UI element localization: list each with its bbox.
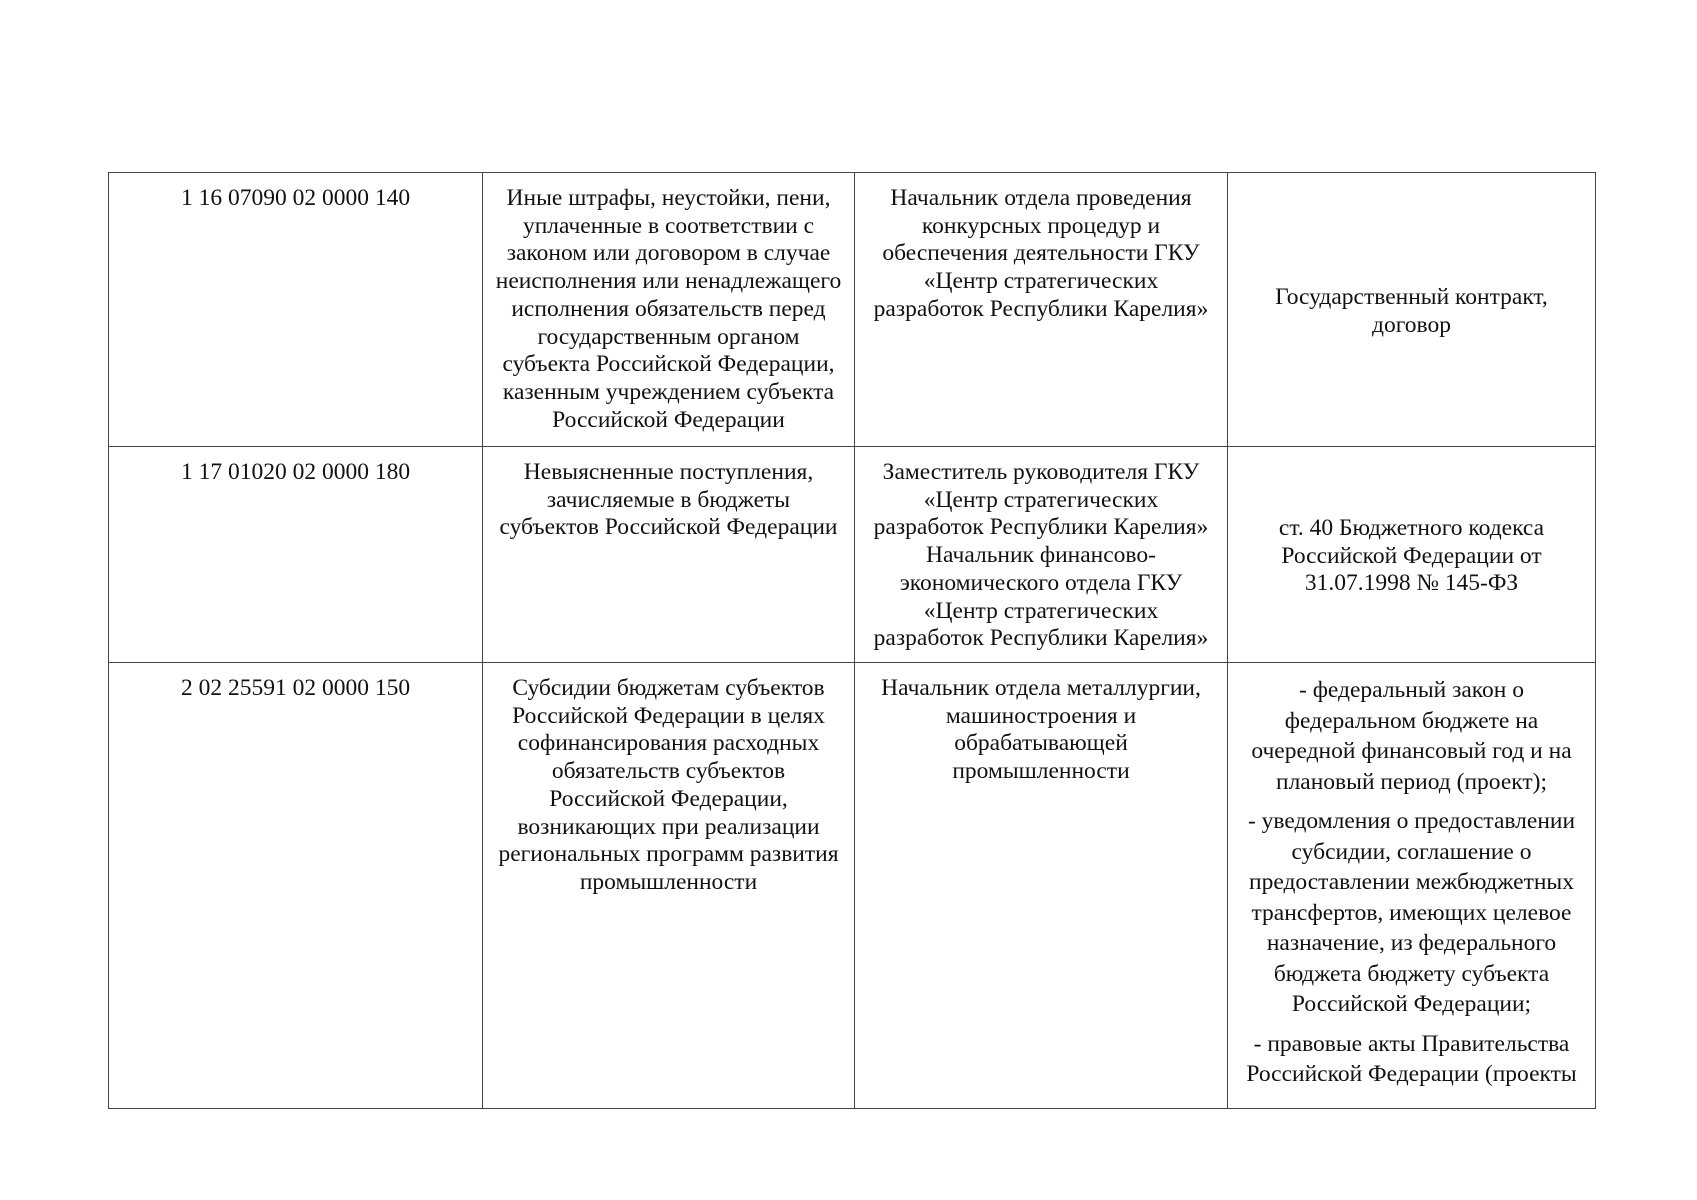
- description-line: промышленности: [579, 868, 758, 895]
- description-line: уплаченные в соответствии с: [522, 212, 815, 239]
- responsible-line: Заместитель руководителя ГКУ: [882, 459, 1200, 485]
- basis-line: Российской Федерации (проекты: [1246, 1061, 1577, 1087]
- responsible-line: машиностроения и: [945, 702, 1137, 729]
- basis-paragraph: [1234, 675, 1589, 797]
- responsible-line: «Центр стратегических: [923, 597, 1159, 624]
- basis-line: ст. 40 Бюджетного кодекса: [1278, 514, 1545, 541]
- basis-line: Российской Федерации от: [1281, 542, 1542, 569]
- basis-line: Российской Федерации;: [1291, 991, 1532, 1017]
- basis-line: - уведомления о предоставлении: [1247, 808, 1576, 834]
- basis-line: трансфертов, имеющих целевое: [1251, 899, 1572, 926]
- responsible-line: Начальник отдела проведения: [890, 185, 1192, 211]
- revenue-description-cell: [483, 663, 855, 1109]
- basis-paragraph: [1234, 1029, 1589, 1090]
- description-line: Российской Федерации в целях: [512, 702, 825, 729]
- responsible-line: Начальник финансово-: [926, 542, 1156, 569]
- description-line: возникающих при реализации: [517, 813, 820, 840]
- revenue-code-cell: [109, 173, 483, 447]
- revenue-code: 1 16 07090 02 0000 140: [180, 185, 411, 211]
- basis-line: - федеральный закон о: [1299, 677, 1524, 703]
- description-line: Субсидии бюджетам субъектов: [512, 675, 825, 701]
- responsible-line: экономического отдела ГКУ: [899, 569, 1183, 596]
- basis-line: - правовые акты Правительства: [1253, 1030, 1570, 1057]
- description-line: неисполнения или ненадлежащего: [495, 268, 842, 295]
- basis-line: предоставлении межбюджетных: [1249, 869, 1574, 895]
- description-line: обязательств субъектов: [551, 758, 786, 785]
- responsible-line: разработок Республики Карелия»: [873, 514, 1209, 541]
- responsible-line: промышленности: [952, 758, 1130, 785]
- responsible-person-cell: [855, 173, 1228, 447]
- description-line: государственным органом: [537, 323, 800, 350]
- revenue-description-cell: [483, 447, 855, 663]
- responsible-person-cell: [855, 663, 1228, 1109]
- responsible-line: «Центр стратегических: [923, 486, 1159, 513]
- description-line: Российской Федерации,: [549, 785, 788, 812]
- description-line: субъекта Российской Федерации,: [502, 351, 835, 378]
- responsible-line: разработок Республики Карелия»: [873, 625, 1209, 652]
- basis-line: 31.07.1998 № 145-ФЗ: [1304, 570, 1519, 597]
- description-line: Невыясненные поступления,: [523, 459, 814, 485]
- basis-line: субсидии, соглашение о: [1291, 838, 1532, 865]
- description-line: законом или договором в случае: [506, 240, 831, 267]
- description-line: Иные штрафы, неустойки, пени,: [506, 185, 831, 211]
- legal-basis-cell: [1228, 173, 1596, 447]
- description-line: зачисляемые в бюджеты: [546, 486, 791, 513]
- legal-basis-cell: [1228, 663, 1596, 1109]
- table-row: [109, 663, 1596, 1109]
- revenue-code-cell: [109, 663, 483, 1109]
- description-line: Российской Федерации: [552, 406, 785, 433]
- description-line: исполнения обязательств перед: [511, 295, 826, 322]
- basis-line: плановый период (проект);: [1276, 768, 1547, 795]
- basis-line: бюджета бюджету субъекта: [1273, 960, 1550, 987]
- responsible-line: обеспечения деятельности ГКУ: [882, 240, 1200, 267]
- responsible-line: конкурсных процедур и: [921, 212, 1161, 239]
- responsible-person-cell: [855, 447, 1228, 663]
- responsible-line: «Центр стратегических: [923, 268, 1159, 295]
- basis-line: очередной финансовый год и на: [1251, 738, 1572, 764]
- table-row: [109, 173, 1596, 447]
- revenue-description-cell: [483, 173, 855, 447]
- revenue-code: 2 02 25591 02 0000 150: [180, 675, 411, 701]
- revenue-code: 1 17 01020 02 0000 180: [180, 459, 411, 485]
- responsible-line: разработок Республики Карелия»: [873, 295, 1209, 322]
- description-line: казенным учреждением субъекта: [502, 378, 835, 405]
- responsible-line: Начальник отдела металлургии,: [881, 675, 1201, 701]
- revenue-code-cell: [109, 447, 483, 663]
- basis-line: договор: [1372, 311, 1451, 338]
- responsible-line: обрабатывающей: [954, 730, 1128, 757]
- description-line: субъектов Российской Федерации: [499, 514, 838, 541]
- description-line: софинансирования расходных: [517, 730, 820, 757]
- revenue-codes-table: [108, 172, 1596, 1109]
- legal-basis-cell: [1228, 447, 1596, 663]
- basis-line: назначение, из федерального: [1266, 930, 1557, 956]
- basis-paragraph: [1234, 806, 1589, 1020]
- table-row: [109, 447, 1596, 663]
- basis-line: федеральном бюджете на: [1284, 707, 1539, 734]
- description-line: региональных программ развития: [498, 841, 839, 868]
- basis-line: Государственный контракт,: [1275, 283, 1548, 310]
